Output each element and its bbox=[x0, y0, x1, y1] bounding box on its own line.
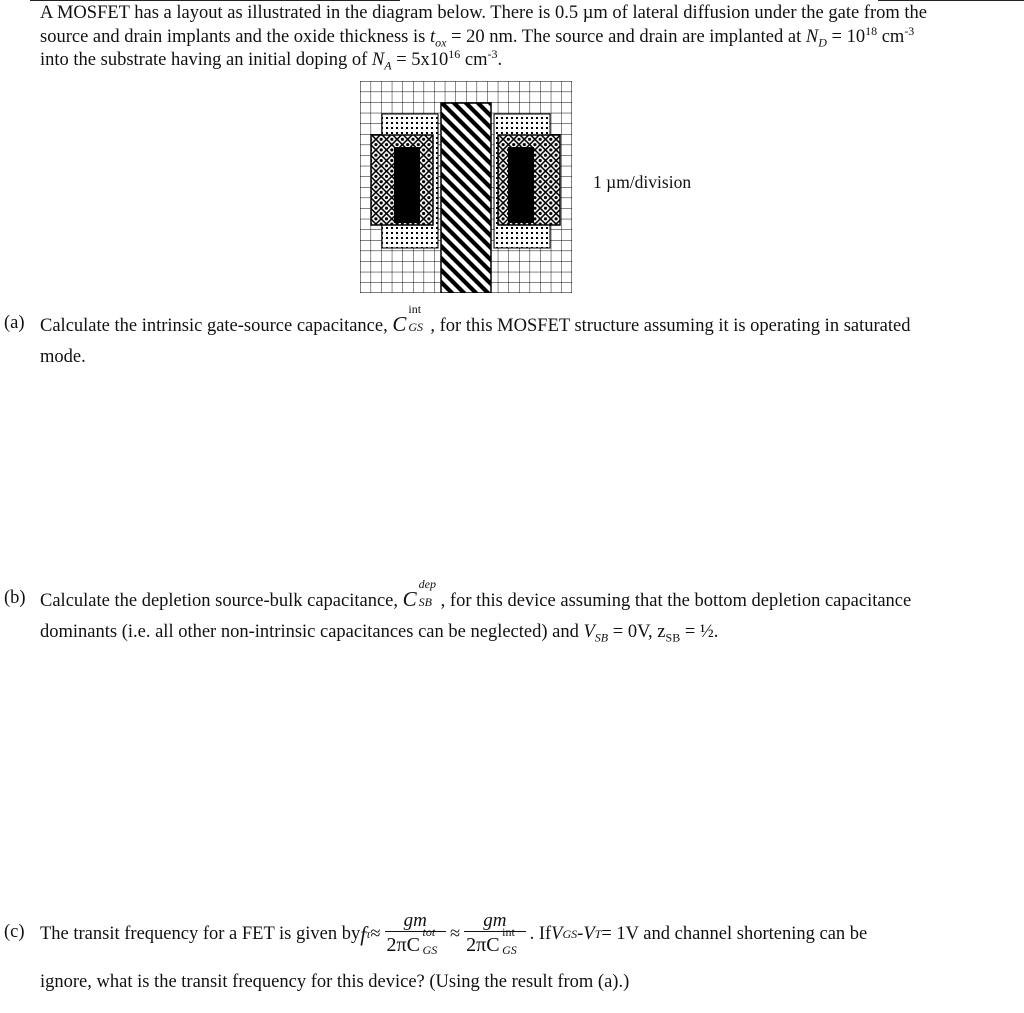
fraction-int bbox=[464, 911, 525, 958]
f-tau-symbol: f bbox=[360, 922, 367, 946]
cgs-int-symbol bbox=[392, 302, 430, 340]
question-c-line-2 bbox=[40, 968, 1015, 996]
fraction-int-subscript: GS bbox=[502, 942, 517, 957]
minus-sign: - bbox=[577, 924, 584, 944]
intro-text-2b: = 20 nm. The source and drain are implanted at bbox=[446, 26, 806, 47]
nd-unit-exponent: -3 bbox=[904, 23, 915, 38]
intro-line-1 bbox=[40, 2, 1024, 26]
question-a-text-1: Calculate the intrinsic gate-source capacitance, bbox=[40, 316, 393, 336]
intro-text-2d: cm bbox=[877, 26, 905, 47]
csb-dep-symbol bbox=[402, 577, 441, 615]
fraction-int-den-base: 2πC bbox=[466, 933, 500, 956]
question-b-text-3c: = ½. bbox=[680, 622, 719, 642]
intro-text-2a: source and drain implants and the oxide thickness is bbox=[40, 26, 430, 47]
csb-dep-base: C bbox=[402, 587, 417, 611]
cgs-int-superscript: int bbox=[408, 302, 422, 316]
fraction-tot-numerator: gm bbox=[403, 909, 427, 931]
question-a-label: (a) bbox=[4, 313, 25, 333]
intro-text-3b: = 5x10 bbox=[391, 50, 449, 70]
vgs-symbol: V bbox=[551, 924, 563, 944]
nd-symbol: N bbox=[805, 26, 819, 47]
question-c-text-3: ignore, what is the transit frequency for this device? (Using the result from (a).) bbox=[40, 972, 630, 992]
intro-text-3c: cm bbox=[460, 50, 488, 70]
vt-symbol: V bbox=[583, 924, 595, 944]
fraction-tot bbox=[385, 911, 446, 958]
tox-subscript: ox bbox=[435, 35, 447, 50]
intro-line-3 bbox=[40, 46, 1024, 73]
question-c-text bbox=[40, 904, 1015, 996]
question-c-label: (c) bbox=[4, 922, 25, 942]
zsb-subscript: SB bbox=[665, 630, 681, 645]
question-b-text-1: Calculate the depletion source-bulk capacitance, bbox=[40, 591, 403, 611]
nd-exponent: 18 bbox=[865, 23, 878, 38]
question-c-text-1: The transit frequency for a FET is given by bbox=[40, 924, 361, 944]
question-c-text-2b: = 1V and channel shortening can be bbox=[601, 924, 868, 944]
question-b-label: (b) bbox=[4, 588, 26, 608]
drain-contact bbox=[508, 147, 534, 223]
intro-text-2c: = 10 bbox=[826, 26, 866, 47]
fraction-int-superscript: int bbox=[502, 924, 515, 939]
cgs-int-base: C bbox=[392, 312, 407, 336]
polysilicon-gate bbox=[441, 103, 491, 293]
intro-text-1: A MOSFET has a layout as illustrated in the diagram below. There is 0.5 µm of lateral diffusion under the gate from the bbox=[40, 3, 927, 23]
na-subscript: A bbox=[384, 58, 392, 73]
fraction-tot-subscript: GS bbox=[422, 942, 438, 957]
fraction-tot-superscript: tot bbox=[422, 924, 436, 939]
approx-sign-1: ≈ bbox=[370, 924, 381, 944]
intro-text-3d: . bbox=[497, 50, 503, 70]
question-b-text-2: , for this device assuming that the bottom depletion capacitance bbox=[440, 591, 912, 611]
fraction-int-denominator bbox=[464, 924, 525, 958]
question-a-text-2: , for this MOSFET structure assuming it is operating in saturated bbox=[430, 316, 911, 336]
question-a-text bbox=[40, 302, 1015, 373]
top-rule-left bbox=[30, 0, 400, 1]
na-symbol: N bbox=[371, 50, 385, 70]
fraction-int-numerator: gm bbox=[483, 909, 507, 931]
na-unit-exponent: -3 bbox=[487, 46, 498, 61]
tox-symbol: t bbox=[429, 26, 436, 47]
intro-text-3a: into the substrate having an initial doping of bbox=[40, 50, 372, 70]
mosfet-layout-diagram bbox=[360, 81, 572, 293]
intro-line-2 bbox=[40, 23, 1024, 50]
csb-dep-subscript: SB bbox=[418, 595, 432, 609]
question-c-text-2a: . If bbox=[529, 924, 552, 944]
cgs-int-subscript: GS bbox=[408, 320, 424, 334]
question-b-text-3b: = 0V, z bbox=[608, 622, 666, 642]
vsb-symbol: V bbox=[583, 622, 595, 642]
problem-intro bbox=[40, 2, 1024, 73]
question-b-text-3a: dominants (i.e. all other non-intrinsic capacitances can be neglected) and bbox=[40, 622, 584, 642]
question-a-text-3: mode. bbox=[40, 347, 86, 367]
vsb-subscript: SB bbox=[594, 630, 609, 645]
scale-label: 1 µm/division bbox=[593, 172, 692, 192]
approx-sign-2: ≈ bbox=[449, 924, 461, 944]
na-exponent: 16 bbox=[448, 46, 461, 61]
fraction-tot-den-base: 2πC bbox=[386, 933, 420, 956]
csb-dep-superscript: dep bbox=[418, 577, 436, 591]
source-contact bbox=[394, 147, 420, 223]
fraction-tot-denominator bbox=[385, 924, 446, 958]
top-rule-right bbox=[878, 0, 1024, 1]
question-b-text bbox=[40, 577, 1015, 648]
question-c-line-1: The transit frequency for a FET is given by f τ ≈ gm 2πC tot GS ≈ gm 2πC int GS . If V GS - V T = 1V and channel shortening can be bbox=[40, 909, 868, 957]
nd-subscript: D bbox=[818, 35, 827, 50]
